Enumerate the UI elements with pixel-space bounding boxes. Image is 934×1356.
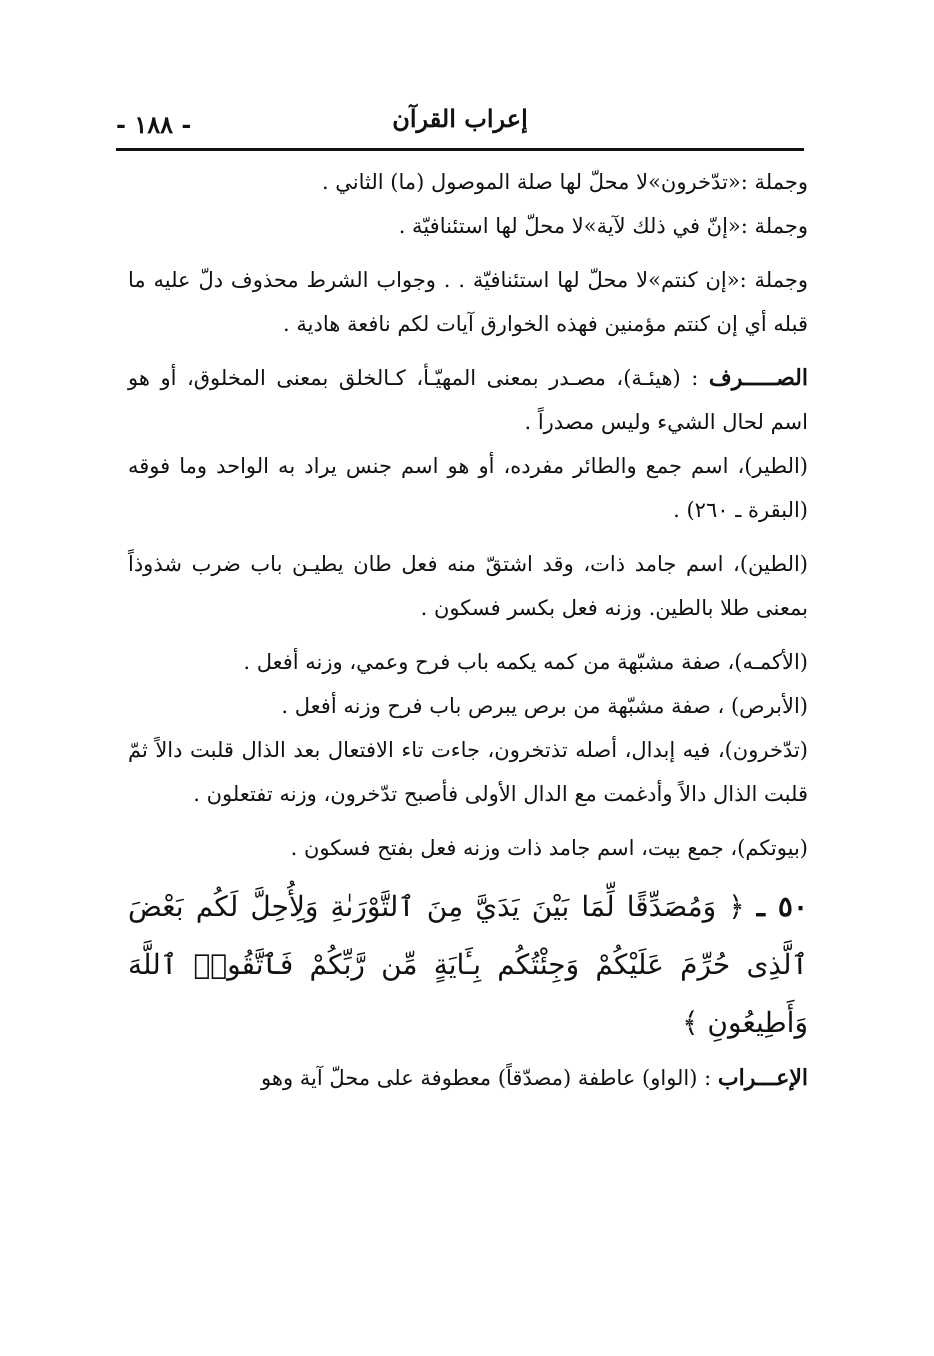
paragraph-sarf-item: (الأكمـه)، صفة مشبّهة من كمه يكمه باب فرح وعمي، وزنه أفعل .	[243, 650, 808, 674]
verse-number: ٥٠ ـ	[756, 890, 808, 923]
paragraph-sarf-item: (بيوتكم)، جمع بيت، اسم جامد ذات وزنه فعل بفتح فسكون .	[290, 836, 808, 860]
paragraph-sentence-2: وجملة :«إنّ في ذلك لآية»لا محلّ لها استئنافيّة .	[398, 214, 808, 238]
paragraph-sarf	[128, 356, 808, 444]
page-number: - ١٨٨ -	[116, 110, 192, 139]
irab-text: : (الواو) عاطفة (مصدّقاً) معطوفة على محلّ آية وهو	[261, 1066, 712, 1090]
quran-verse	[128, 878, 808, 1052]
paragraph-sarf-item: (الطير)، اسم جمع والطائر مفرده، أو هو اسم جنس يراد به الواحد وما فوقه (البقرة ـ ٢٦٠) .	[128, 454, 808, 522]
irab-label: الإعـــراب	[717, 1065, 808, 1091]
page-body	[128, 160, 808, 1100]
paragraph-sentence-1: وجملة :«تدّخرون»لا محلّ لها صلة الموصول (ما) الثاني .	[321, 170, 808, 194]
paragraph-irab	[128, 1056, 808, 1100]
paragraph-sarf-item: (الأبرص) ، صفة مشبّهة من برص يبرص باب فرح وزنه أفعل .	[281, 694, 808, 718]
paragraph-sarf-item: (الطين)، اسم جامد ذات، وقد اشتقّ منه فعل طان يطيـن باب ضرب شذوذاً بمعنى طلا بالطين. وزنه فعل بكسر فسكون .	[128, 552, 808, 620]
page-header	[116, 100, 804, 151]
sarf-label: الصـــــرف	[708, 365, 808, 391]
page-title: إعراب القرآن	[392, 104, 528, 133]
paragraph-sarf-item: (تدّخرون)، فيه إبدال، أصله تذتخرون، جاءت تاء الافتعال بعد الذال قلبت دالاً ثمّ قلبت الذال دالاً وأدغمت مع الدال الأولى فأصبح تدّخرون، وزنه تفتعلون .	[128, 738, 808, 806]
verse-text: ﴿ وَمُصَدِّقًا لِّمَا بَيْنَ يَدَيَّ مِنَ ٱلتَّوْرَىٰةِ وَلِأُحِلَّ لَكُم بَعْضَ ٱلَّذِى حُرِّمَ عَلَيْكُمْ وَجِئْتُكُم بِـَٔايَةٍ مِّن رَّبِّكُمْ فَٱتَّقُوا۟ ٱللَّهَ وَأَطِيعُونِ ﴾	[128, 890, 808, 1039]
paragraph-sentence-3: وجملة :«إن كنتم»لا محلّ لها استئنافيّة . . وجواب الشرط محذوف دلّ عليه ما قبله أي إن كنتم مؤمنين فهذه الخوارق آيات لكم نافعة هادية .	[128, 268, 808, 336]
sarf-text: : (هيئـة)، مصـدر بمعنى المهيّـأ، كـالخلق بمعنى المخلوق، أو هو اسم لحال الشيء وليس مصدراً .	[128, 366, 808, 434]
